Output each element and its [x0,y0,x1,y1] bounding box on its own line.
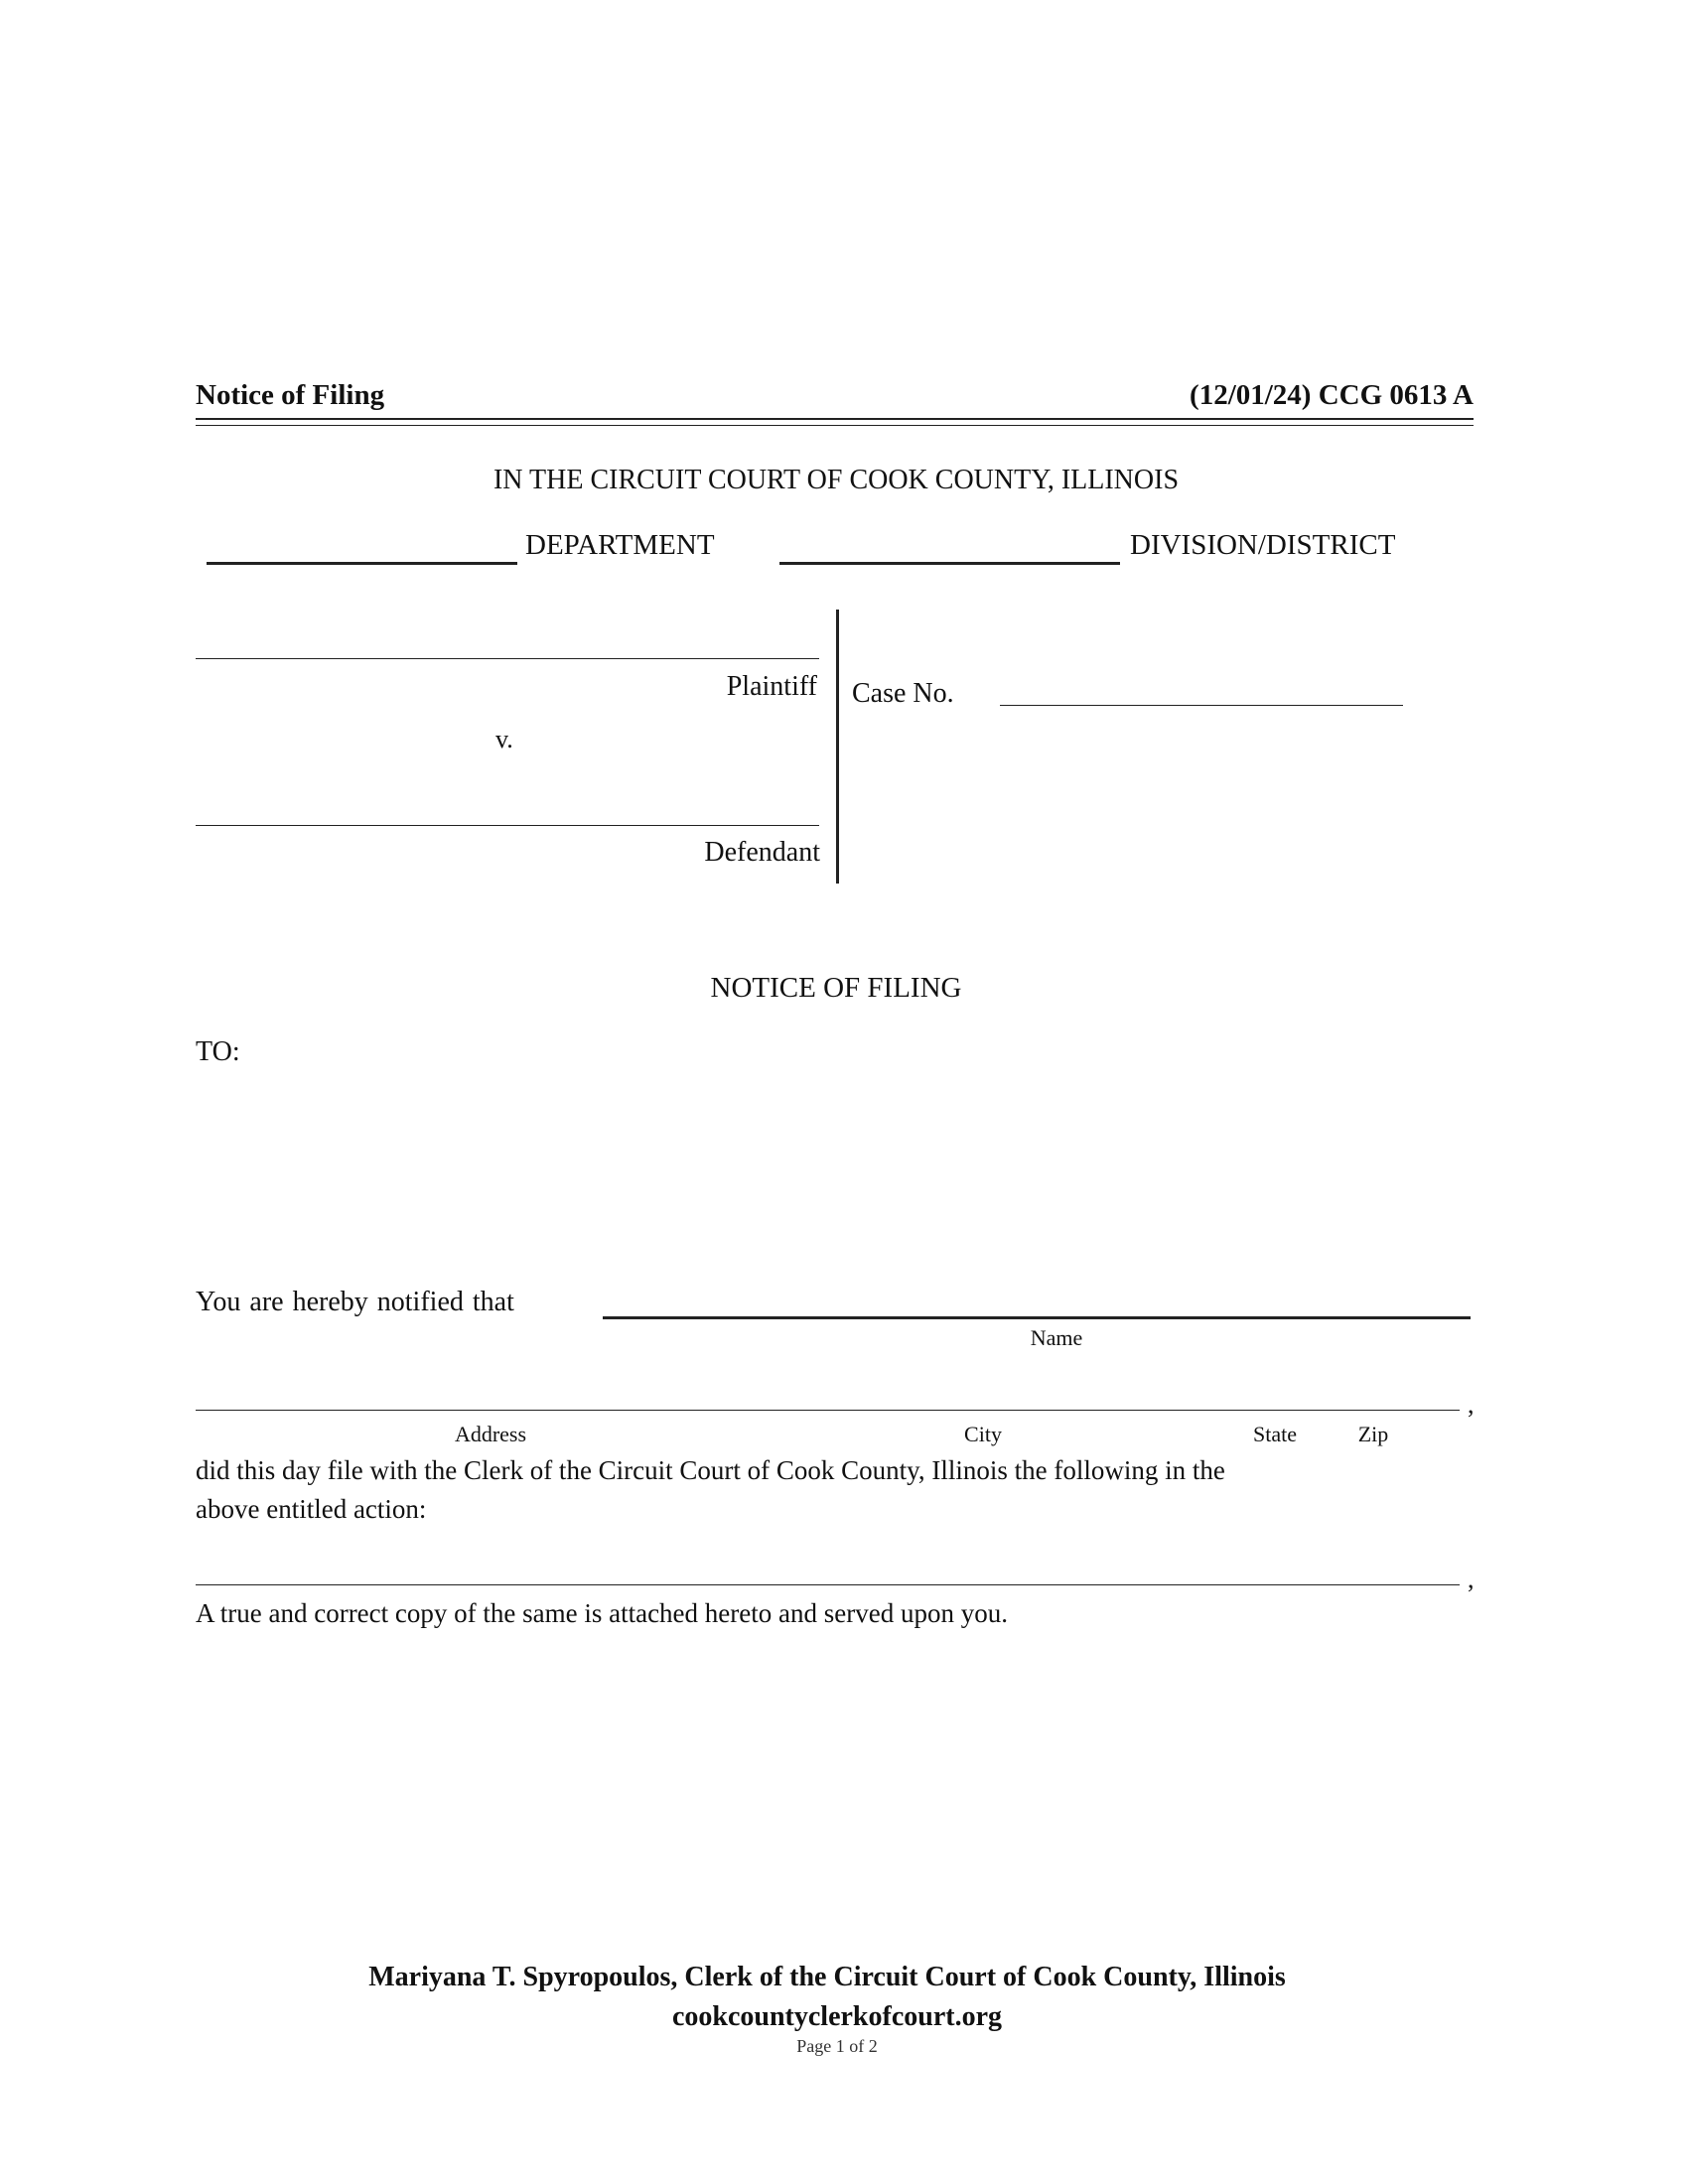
division-field[interactable] [779,562,1120,565]
department-label: DEPARTMENT [525,529,715,561]
form-header-title: Notice of Filing [196,379,385,411]
notified-text: You are hereby notified that [196,1287,514,1317]
case-number-label: Case No. [852,678,954,709]
header-rule-bottom [196,425,1474,426]
document-field[interactable] [196,1584,1460,1585]
division-label: DIVISION/DISTRICT [1130,529,1396,561]
filed-text-line2: above entitled action: [196,1494,427,1524]
versus-label: v. [495,725,513,753]
zip-label: Zip [1357,1422,1389,1446]
state-label: State [1253,1422,1297,1446]
filed-text-line1: did this day file with the Clerk of the Circuit Court of Cook County, Illinois the following in the [196,1455,1225,1485]
page-number: Page 1 of 2 [796,2036,878,2056]
clerk-name: Mariyana T. Spyropoulos, Clerk of the Circuit Court of Cook County, Illinois [368,1962,1286,1992]
name-label: Name [1030,1325,1083,1350]
name-field[interactable] [603,1316,1471,1319]
department-field[interactable] [207,562,517,565]
address-comma: , [1468,1390,1475,1419]
case-number-field[interactable] [1000,705,1403,706]
address-label: Address [454,1422,527,1446]
plaintiff-label: Plaintiff [726,671,817,702]
court-title: IN THE CIRCUIT COURT OF COOK COUNTY, ILLINOIS [492,465,1180,495]
clerk-website[interactable]: cookcountyclerkofcourt.org [671,2001,1003,2032]
plaintiff-field[interactable] [196,658,819,659]
document-comma: , [1468,1565,1475,1593]
notice-title: NOTICE OF FILING [710,972,962,1004]
city-label: City [964,1422,1002,1446]
to-label: TO: [196,1036,240,1067]
defendant-field[interactable] [196,825,819,826]
caption-divider [836,610,839,884]
header-rule-top [196,418,1474,420]
copy-statement: A true and correct copy of the same is attached hereto and served upon you. [196,1598,1008,1628]
defendant-label: Defendant [704,837,820,868]
address-field[interactable] [196,1410,1460,1411]
form-number: (12/01/24) CCG 0613 A [1190,379,1474,411]
